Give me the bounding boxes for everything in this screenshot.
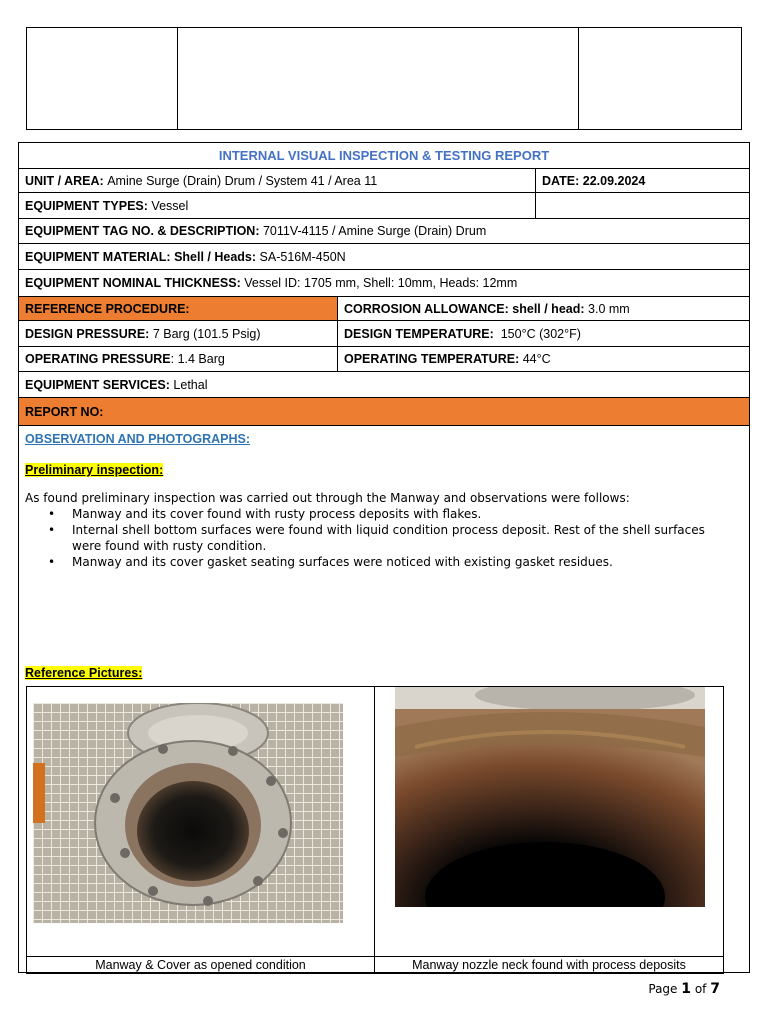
pictures-table <box>26 686 724 974</box>
nominal-thickness-row: EQUIPMENT NOMINAL THICKNESS: Vessel ID: 1705 mm, Shell: 10mm, Heads: 12mm <box>19 270 749 297</box>
report-no-label: REPORT NO: <box>25 404 104 419</box>
operating-row: OPERATING PRESSURE : 1.4 Barg OPERATING TEMPERATURE: 44°C <box>19 347 749 372</box>
observation-list <box>25 506 735 570</box>
date-value: 22.09.2024 <box>582 173 646 188</box>
observation-bullet: • Internal shell bottom surfaces were found with liquid condition process deposit. Rest of the shell surfaces were found with rusty condition. <box>72 522 735 554</box>
header-logo-cell <box>27 28 178 130</box>
page-total: 7 <box>710 981 720 997</box>
left-photo-caption: Manway & Cover as opened condition <box>27 957 375 974</box>
equipment-types-value: Vessel <box>151 198 189 213</box>
report-no-row <box>19 398 749 426</box>
observation-body <box>25 490 735 570</box>
nominal-thickness-value: Vessel ID: 1705 mm, Shell: 10mm, Heads: 12mm <box>244 276 518 290</box>
equipment-tag-value: 7011V-4115 / Amine Surge (Drain) Drum <box>262 224 487 238</box>
page-footer: Page 1 of 7 <box>648 981 720 997</box>
left-photo-cell <box>27 687 375 957</box>
equipment-material-value: SA-516M-450N <box>259 249 346 264</box>
report-form <box>18 142 750 973</box>
operating-pressure-value: : 1.4 Barg <box>170 352 225 366</box>
corrosion-allowance-value: 3.0 mm <box>588 301 630 316</box>
observation-bullet: • Manway and its cover found with rusty process deposits with flakes. <box>72 506 735 522</box>
header-title-cell <box>178 28 579 130</box>
reference-procedure-label: REFERENCE PROCEDURE: <box>25 301 190 316</box>
equipment-types-row: EQUIPMENT TYPES: Vessel <box>19 193 749 219</box>
operating-temperature-value: 44°C <box>522 352 551 366</box>
page-number: 1 <box>681 981 692 997</box>
document-header-table <box>26 27 742 130</box>
report-title: INTERNAL VISUAL INSPECTION & TESTING REPORT <box>19 143 749 169</box>
design-pressure-value: 7 Barg (101.5 Psig) <box>152 326 261 341</box>
right-photo-caption: Manway nozzle neck found with process deposits <box>375 957 724 974</box>
manway-nozzle-photo <box>395 687 705 907</box>
right-photo-cell <box>375 687 724 957</box>
equipment-services-value: Lethal <box>173 377 208 392</box>
unit-area-value: Amine Surge (Drain) Drum / System 41 / Area 11 <box>107 173 378 188</box>
manway-cover-photo <box>33 703 343 923</box>
observation-intro: As found preliminary inspection was carried out through the Manway and observations were follows: <box>25 491 630 505</box>
design-temperature-value: 150°C (302°F) <box>500 326 581 341</box>
preliminary-heading: Preliminary inspection: <box>25 463 164 477</box>
equipment-services-row: EQUIPMENT SERVICES: Lethal <box>19 372 749 398</box>
reference-pictures-heading: Reference Pictures: <box>25 666 143 680</box>
observation-bullet: • Manway and its cover gasket seating surfaces were noticed with existing gasket residues. <box>72 554 735 570</box>
reference-procedure-row: REFERENCE PROCEDURE: CORROSION ALLOWANCE: shell / head: 3.0 mm <box>19 297 749 321</box>
equipment-material-row: EQUIPMENT MATERIAL: Shell / Heads: SA-516M-450N <box>19 244 749 270</box>
equipment-tag-row: EQUIPMENT TAG NO. & DESCRIPTION: 7011V-4115 / Amine Surge (Drain) Drum <box>19 219 749 244</box>
design-row: DESIGN PRESSURE: 7 Barg (101.5 Psig) DESIGN TEMPERATURE: 150°C (302°F) <box>19 321 749 347</box>
observation-heading: OBSERVATION AND PHOTOGRAPHS: <box>25 432 251 446</box>
unit-area-row: UNIT / AREA: Amine Surge (Drain) Drum / System 41 / Area 11 DATE: 22.09.2024 <box>19 169 749 193</box>
header-info-cell <box>579 28 742 130</box>
